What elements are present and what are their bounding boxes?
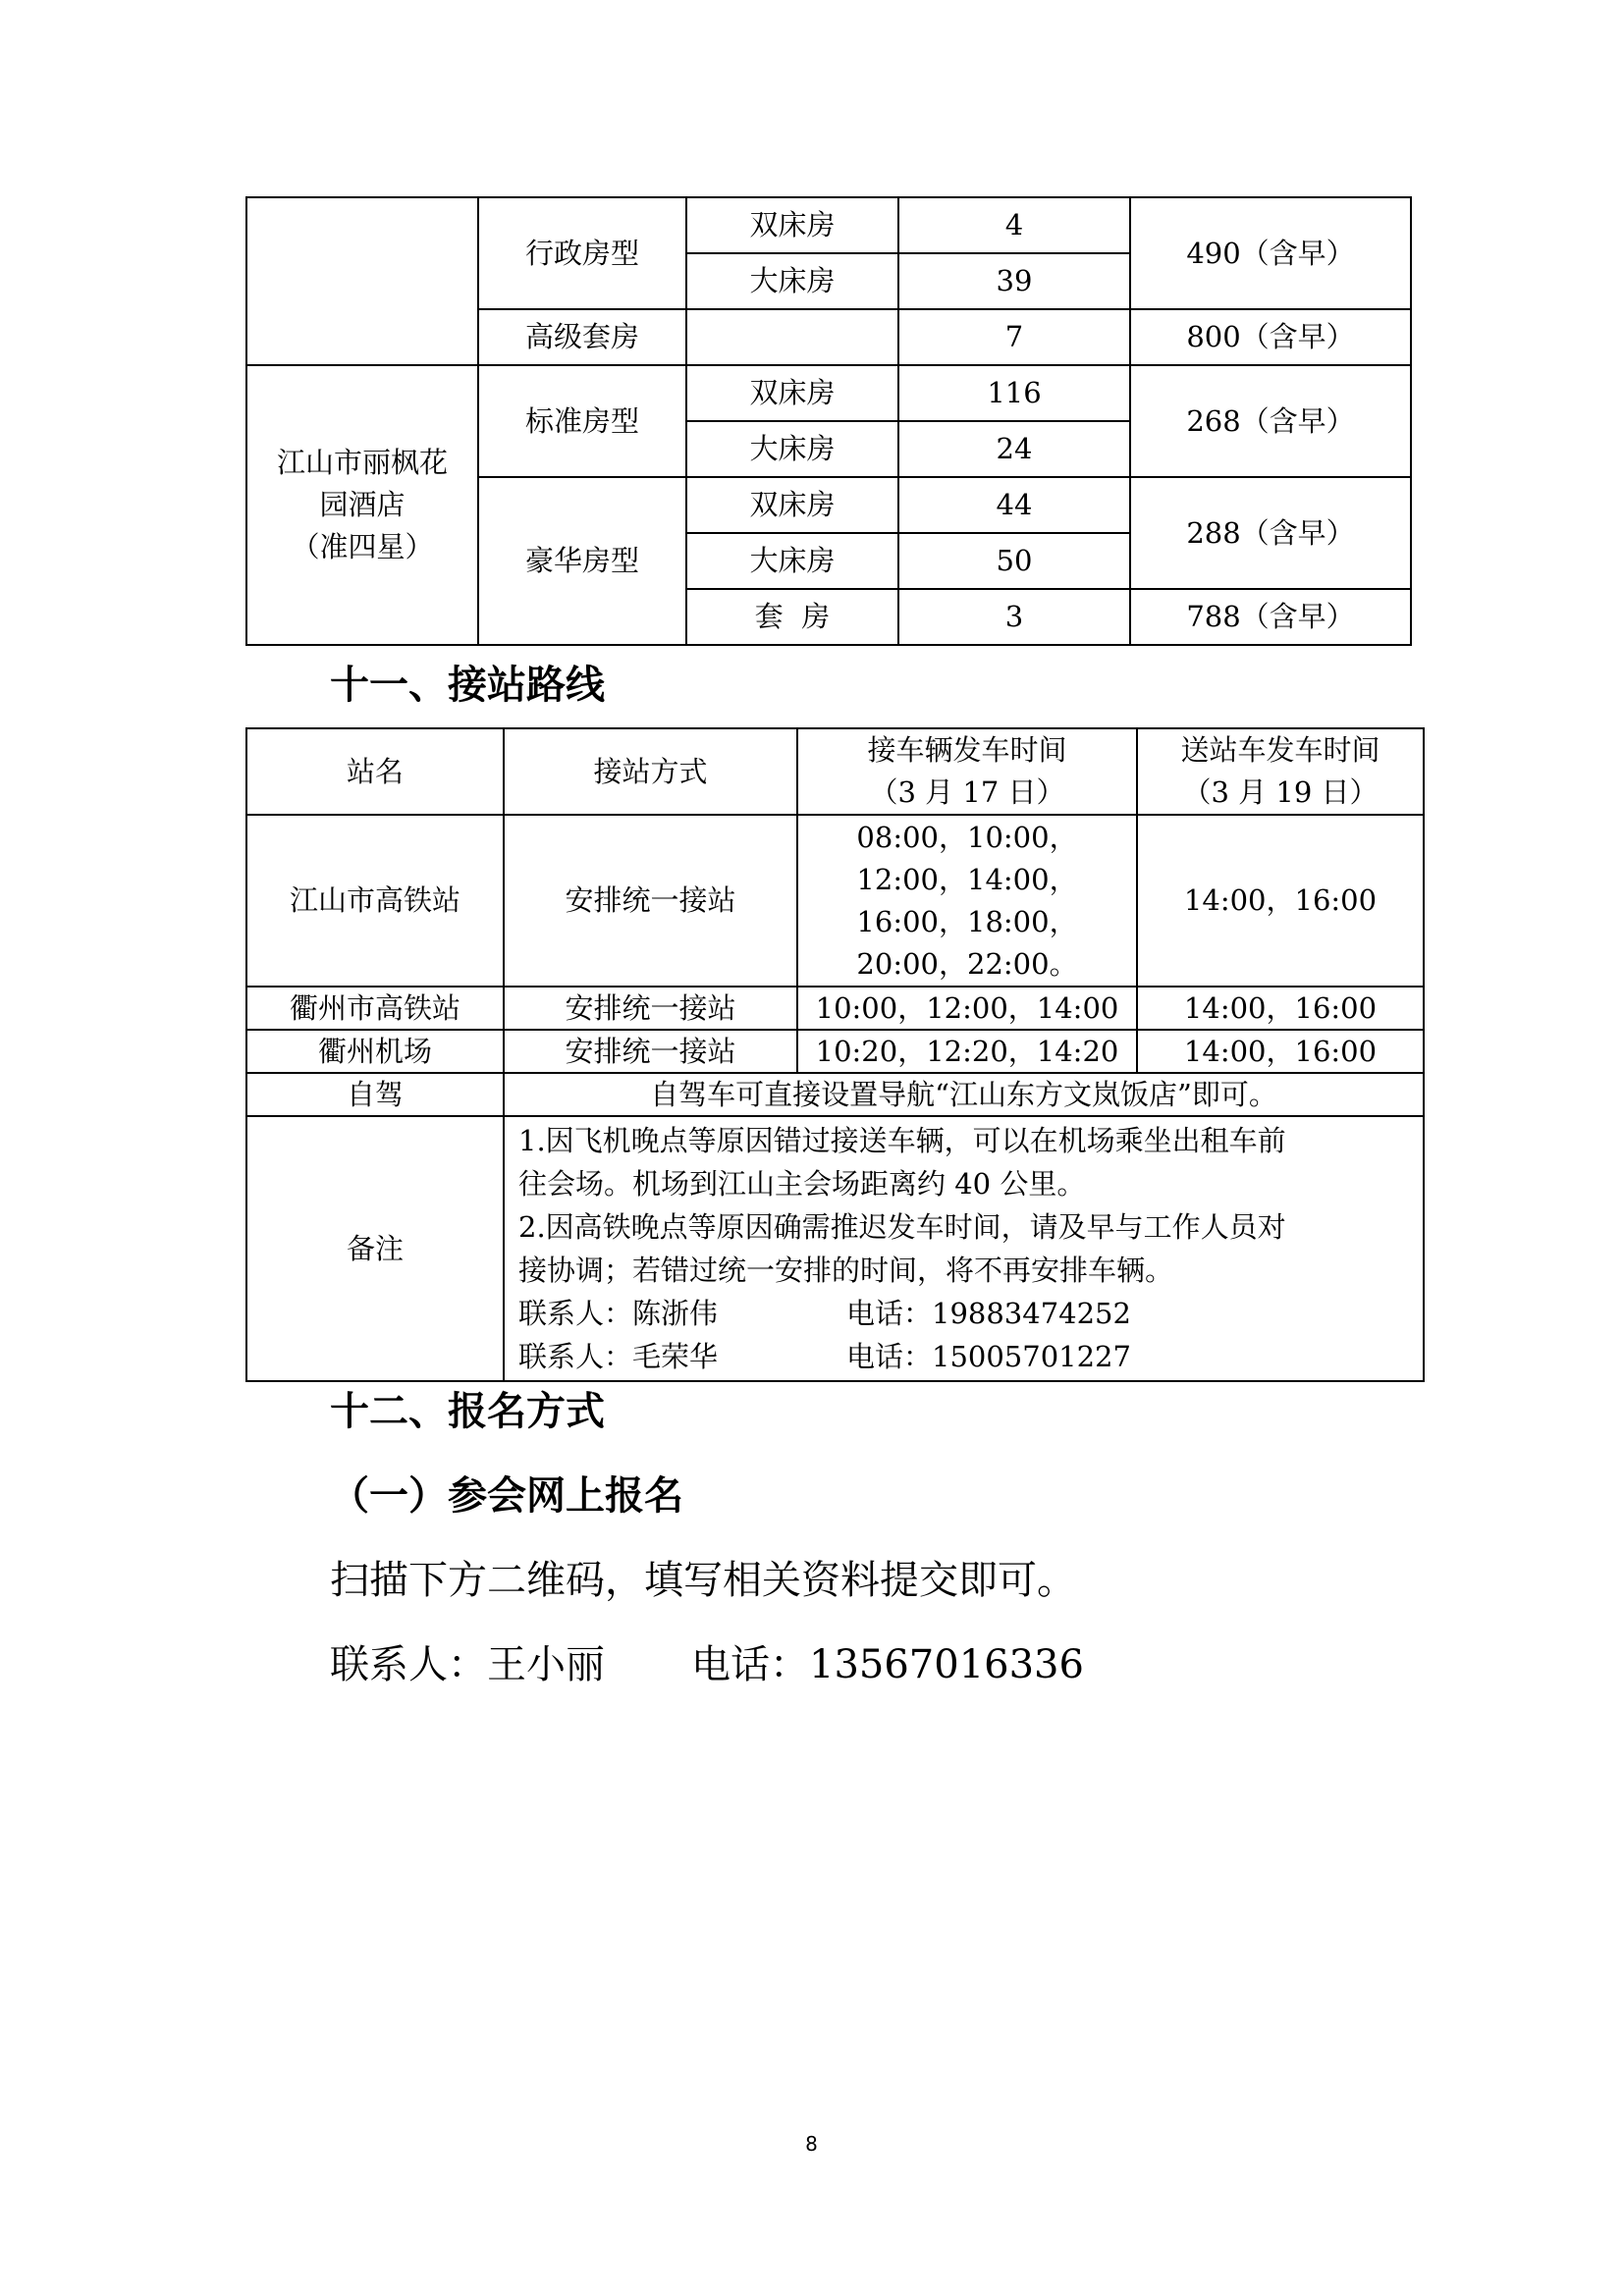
- time-line: 12:00，14:00，: [856, 862, 1078, 896]
- table-row: [246, 1030, 1424, 1073]
- contact-phone: 电话：15005701227: [846, 1340, 1131, 1373]
- contact-line: [518, 1292, 1413, 1335]
- contact-name: 联系人：王小丽: [330, 1642, 605, 1687]
- table-row: [246, 365, 1411, 421]
- dropoff-times-cell: 14:00，16:00: [1137, 815, 1424, 987]
- section-heading: 十一、接站路线: [330, 663, 605, 708]
- hotel-name-cell: [246, 365, 478, 645]
- room-count-cell: 24: [898, 421, 1130, 477]
- contact-line: [518, 1335, 1413, 1378]
- contact-name: 联系人：毛荣华: [518, 1340, 719, 1373]
- bed-type-cell: 大床房: [686, 421, 898, 477]
- contact-name: 联系人：陈浙伟: [518, 1297, 719, 1330]
- price-cell: 490（含早）: [1130, 197, 1411, 309]
- pickup-times-cell: 10:00，12:00，14:00: [797, 987, 1137, 1030]
- table-header-row: [246, 728, 1424, 815]
- time-line: 20:00，22:00。: [856, 946, 1078, 981]
- column-header: 站名: [246, 728, 504, 815]
- header-line: （3 月 19 日）: [1182, 775, 1379, 809]
- contact-phone: 电话：19883474252: [846, 1297, 1131, 1330]
- room-count-cell: 7: [898, 309, 1130, 365]
- contact-text: [330, 1633, 1084, 1689]
- bed-type-cell: [686, 309, 898, 365]
- bed-type-cell: 大床房: [686, 253, 898, 309]
- bed-type-cell: 双床房: [686, 197, 898, 253]
- room-count-cell: 116: [898, 365, 1130, 421]
- price-cell: 268（含早）: [1130, 365, 1411, 477]
- column-header: 接站方式: [504, 728, 797, 815]
- station-cell: 衢州市高铁站: [246, 987, 504, 1030]
- room-count-cell: 3: [898, 589, 1130, 645]
- station-cell: 自驾: [246, 1073, 504, 1116]
- remark-line: 接协调；若错过统一安排的时间，将不再安排车辆。: [518, 1254, 1174, 1287]
- bed-type-cell: 双床房: [686, 477, 898, 533]
- method-cell: 安排统一接站: [504, 1030, 797, 1073]
- table-row: [246, 987, 1424, 1030]
- column-header: [797, 728, 1137, 815]
- dropoff-times-cell: 14:00，16:00: [1137, 1030, 1424, 1073]
- hotel-star-line: （准四星）: [291, 530, 434, 563]
- bed-type-cell: 套 房: [686, 589, 898, 645]
- dropoff-times-cell: 14:00，16:00: [1137, 987, 1424, 1030]
- method-cell: 安排统一接站: [504, 987, 797, 1030]
- subsection-heading: （一）参会网上报名: [330, 1473, 683, 1519]
- room-count-cell: 4: [898, 197, 1130, 253]
- section-heading: 十二、报名方式: [330, 1389, 605, 1434]
- hotel-name-cell-empty: [246, 197, 478, 365]
- header-line: （3 月 17 日）: [869, 775, 1065, 809]
- header-line: 送站车发车时间: [1180, 733, 1380, 767]
- remarks-cell: [504, 1116, 1424, 1381]
- time-line: 08:00，10:00，: [856, 820, 1078, 854]
- room-count-cell: 44: [898, 477, 1130, 533]
- station-cell: 江山市高铁站: [246, 815, 504, 987]
- price-cell: 800（含早）: [1130, 309, 1411, 365]
- contact-phone: 电话：13567016336: [691, 1642, 1084, 1687]
- bed-type-cell: 大床房: [686, 533, 898, 589]
- room-type-cell: 高级套房: [478, 309, 686, 365]
- price-cell: 288（含早）: [1130, 477, 1411, 589]
- remarks-label-cell: 备注: [246, 1116, 504, 1381]
- header-line: 接车辆发车时间: [867, 733, 1067, 767]
- remark-line: 2.因高铁晚点等原因确需推迟发车时间，请及早与工作人员对: [518, 1210, 1286, 1244]
- method-cell: 安排统一接站: [504, 815, 797, 987]
- room-type-cell: 标准房型: [478, 365, 686, 477]
- room-count-cell: 50: [898, 533, 1130, 589]
- column-header: [1137, 728, 1424, 815]
- hotel-name-line: 园酒店: [319, 488, 406, 521]
- table-row: [246, 815, 1424, 987]
- table-row: [246, 197, 1411, 253]
- route-table: [245, 727, 1425, 1382]
- room-type-cell: 豪华房型: [478, 477, 686, 645]
- page-number: 8: [805, 2132, 818, 2156]
- price-cell: 788（含早）: [1130, 589, 1411, 645]
- bed-type-cell: 双床房: [686, 365, 898, 421]
- hotel-name-line: 江山市丽枫花: [276, 446, 448, 479]
- station-cell: 衢州机场: [246, 1030, 504, 1073]
- table-row: [246, 1073, 1424, 1116]
- remark-line: 1.因飞机晚点等原因错过接送车辆，可以在机场乘坐出租车前: [518, 1124, 1286, 1157]
- pickup-times-cell: [797, 815, 1137, 987]
- room-type-cell: 行政房型: [478, 197, 686, 309]
- pickup-times-cell: 10:20，12:20，14:20: [797, 1030, 1137, 1073]
- time-line: 16:00，18:00，: [856, 904, 1078, 938]
- self-drive-note-cell: 自驾车可直接设置导航“江山东方文岚饭店”即可。: [504, 1073, 1424, 1116]
- hotel-table: [245, 196, 1412, 646]
- table-row: [246, 1116, 1424, 1381]
- remark-line: 往会场。机场到江山主会场距离约 40 公里。: [518, 1167, 1086, 1201]
- room-count-cell: 39: [898, 253, 1130, 309]
- instruction-text: 扫描下方二维码，填写相关资料提交即可。: [330, 1558, 1076, 1603]
